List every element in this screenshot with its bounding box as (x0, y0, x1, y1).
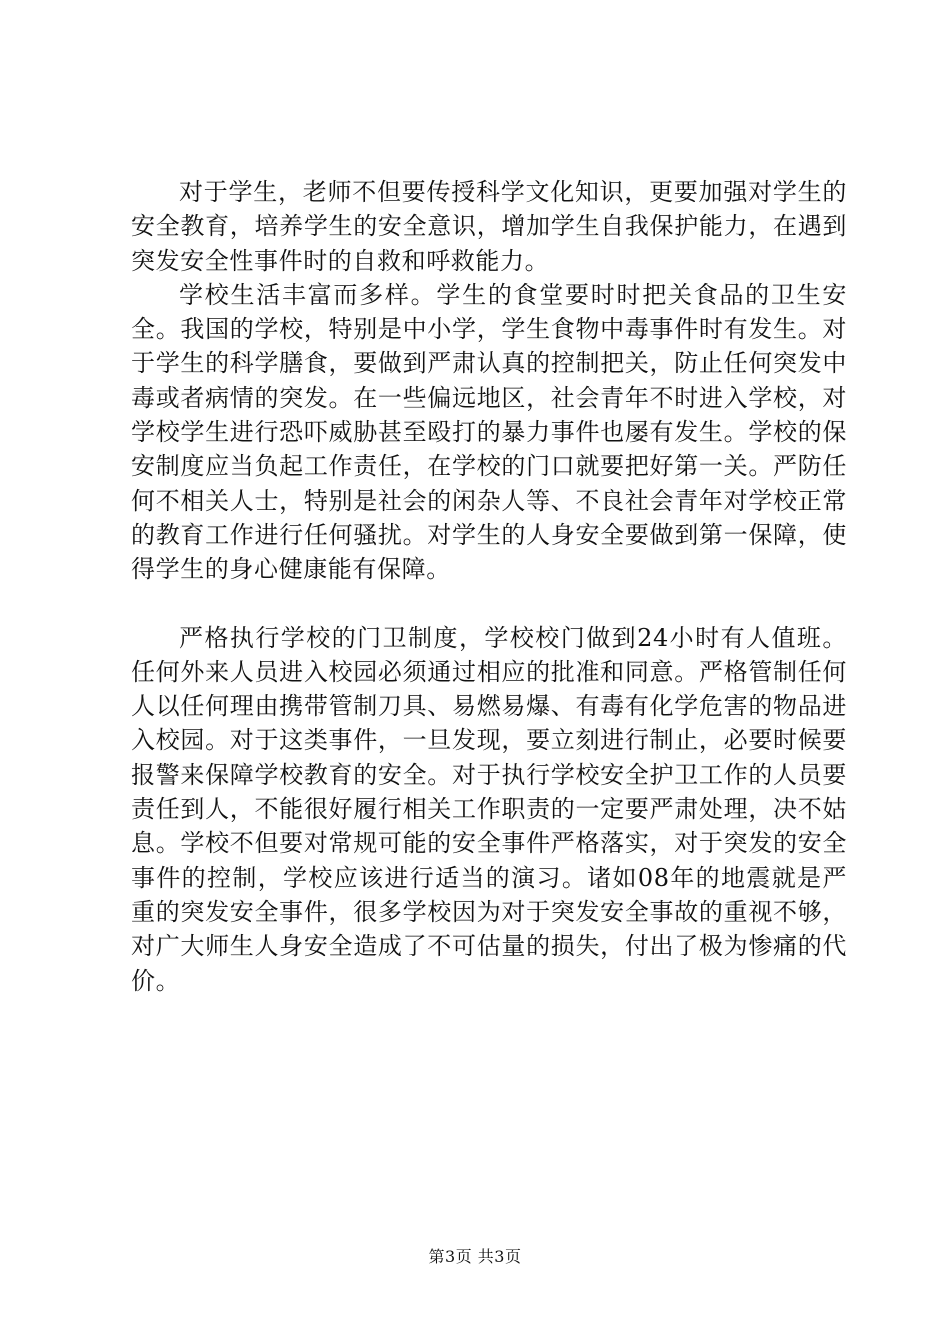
paragraph-spacer (131, 587, 847, 621)
paragraph-gate-guard-system: 严格执行学校的门卫制度，学校校门做到24小时有人值班。任何外来人员进入校园必须通过相应的批准和同意。严格管制任何人以任何理由携带管制刀具、易燃易爆、有毒有化学危害的物品进入校园。对于这类事件，一旦发现，要立刻进行制止，必要时候要报警来保障学校教育的安全。对于执行学校安全护卫工作的人员要责任到人，不能很好履行相关工作职责的一定要严肃处理，决不姑息。学校不但要对常规可能的安全事件严格落实，对于突发的安全事件的控制，学校应该进行适当的演习。诸如08年的地震就是严重的突发安全事件，很多学校因为对于突发安全事故的重视不够，对广大师生人身安全造成了不可估量的损失，付出了极为惨痛的代价。 (131, 623, 847, 995)
document-body (131, 175, 847, 998)
paragraph-school-life-security: 学校生活丰富而多样。学生的食堂要时时把关食品的卫生安全。我国的学校，特别是中小学，学生食物中毒事件时有发生。对于学生的科学膳食，要做到严肃认真的控制把关，防止任何突发中毒或者病情的突发。在一些偏远地区，社会青年不时进入学校，对学校学生进行恐吓威胁甚至殴打的暴力事件也屡有发生。学校的保安制度应当负起工作责任，在学校的门口就要把好第一关。严防任何不相关人士，特别是社会的闲杂人等、不良社会青年对学校正常的教育工作进行任何骚扰。对学生的人身安全要做到第一保障，使得学生的身心健康能有保障。 (131, 280, 847, 584)
page-footer: 第3页 共3页 (428, 1247, 522, 1266)
paragraph-student-safety-education: 对于学生，老师不但要传授科学文化知识，更要加强对学生的安全教育，培养学生的安全意识，增加学生自我保护能力，在遇到突发安全性事件时的自救和呼救能力。 (131, 178, 847, 275)
